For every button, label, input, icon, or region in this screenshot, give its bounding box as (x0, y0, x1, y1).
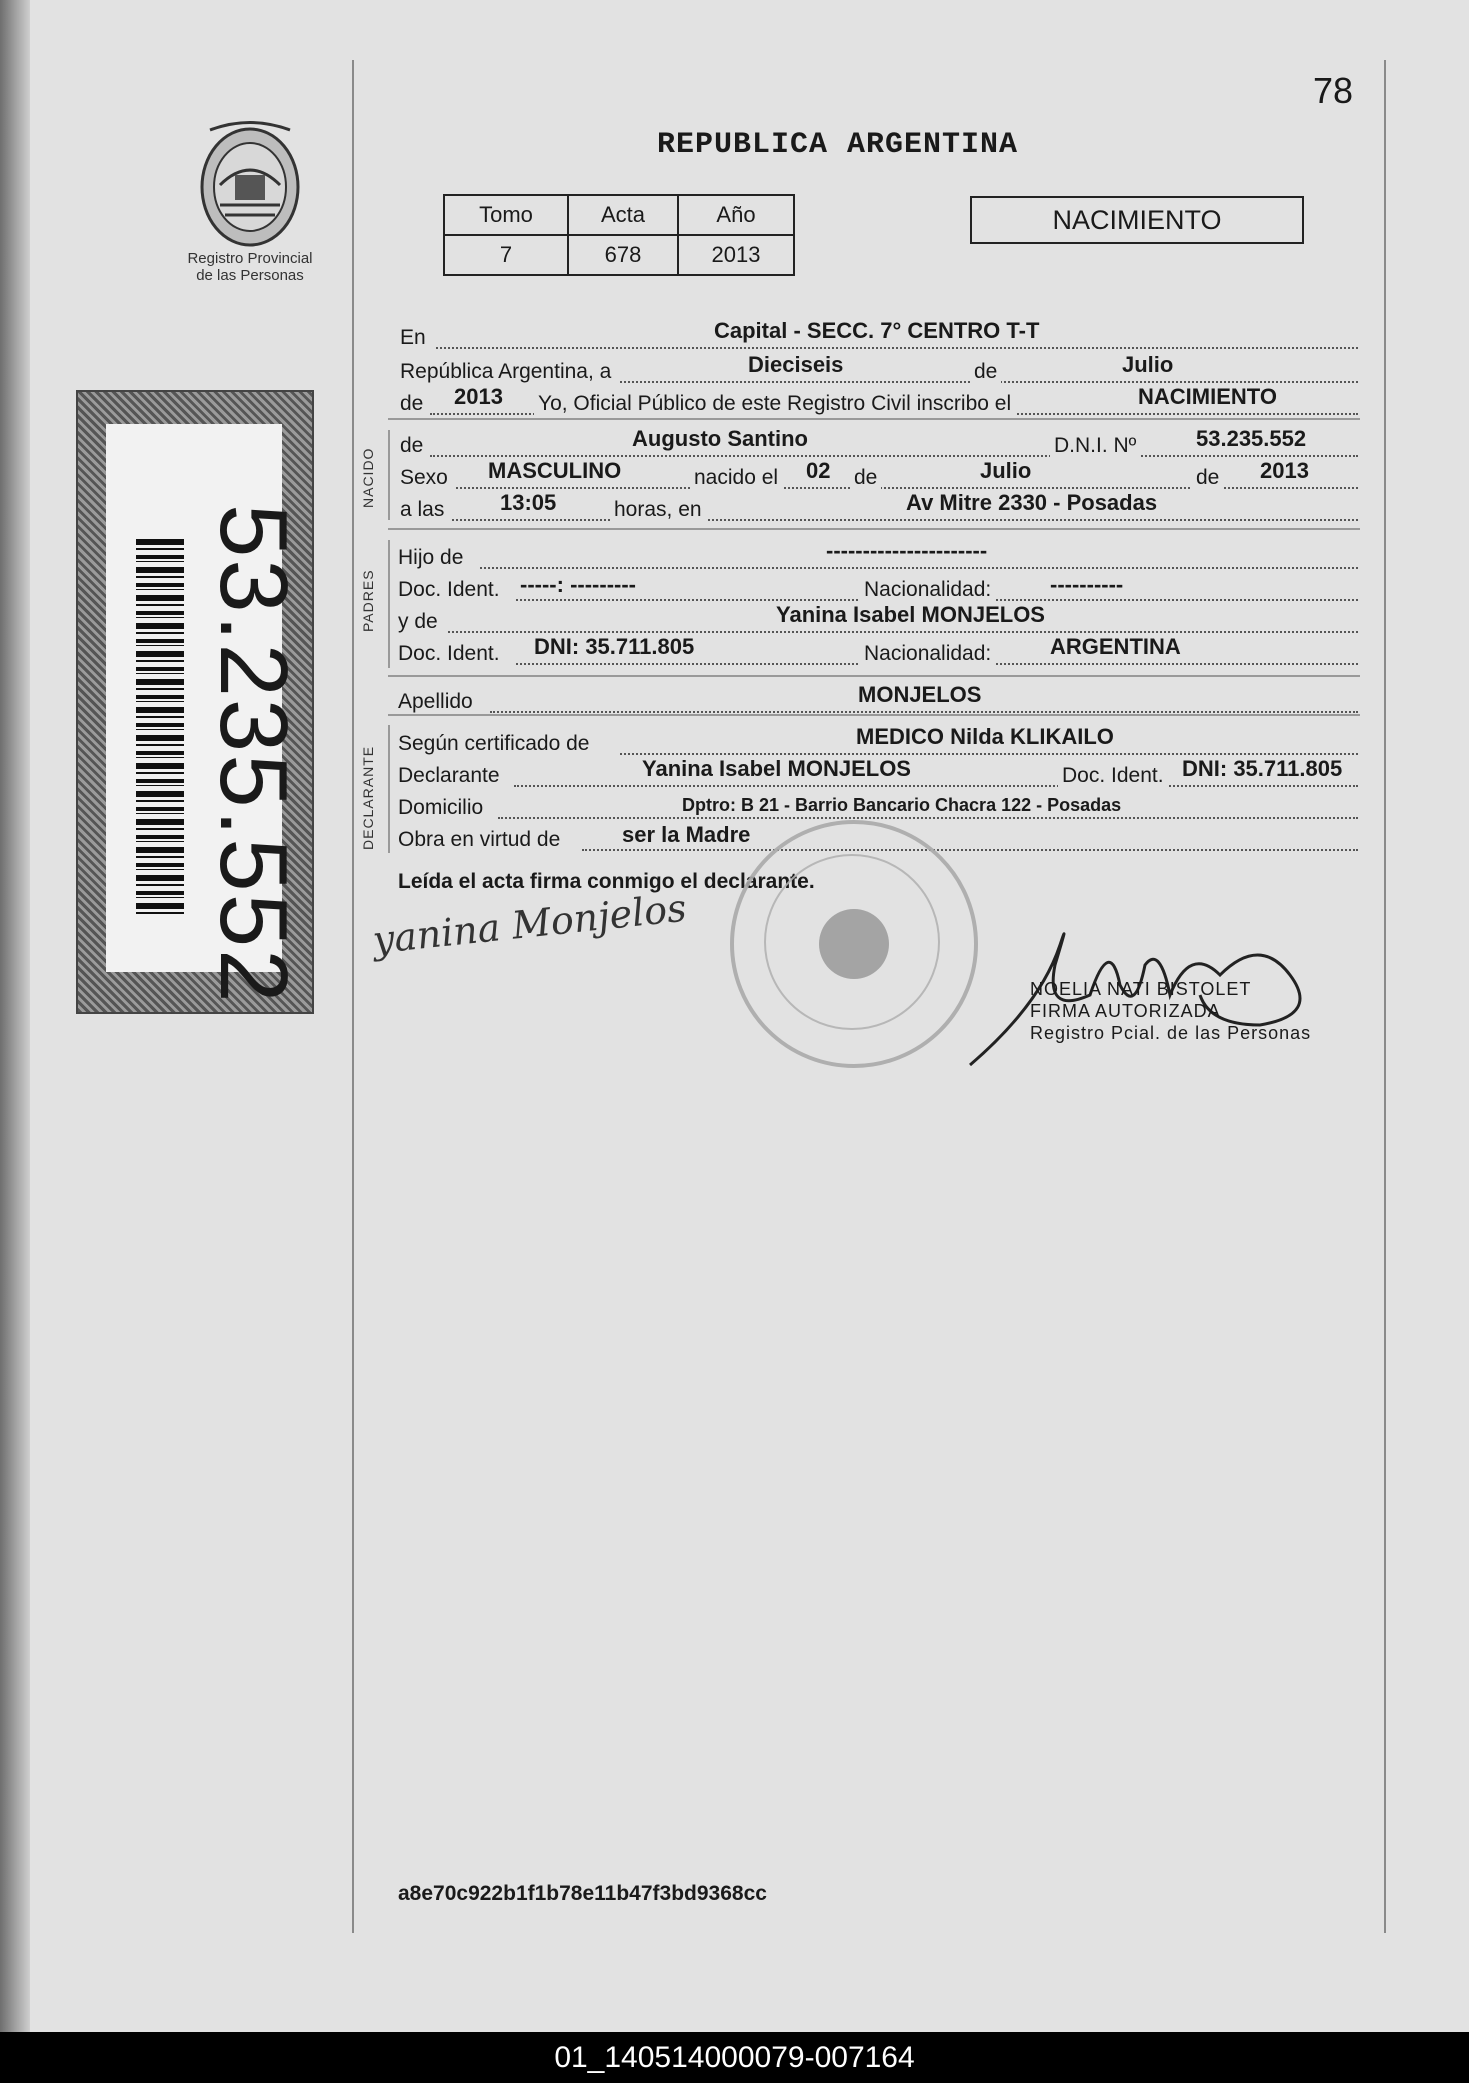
section-label-declarante: DECLARANTE (360, 745, 376, 850)
value-apellido: MONJELOS (858, 682, 982, 707)
value-hora: 13:05 (500, 490, 557, 515)
acta-value: 678 (568, 235, 678, 275)
label-nacionalidad: Nacionalidad: (860, 578, 995, 602)
label-dni: D.N.I. Nº (1050, 434, 1140, 458)
section-bracket (388, 430, 390, 520)
label-nacionalidad: Nacionalidad: (860, 642, 995, 666)
label-de: de (1192, 466, 1223, 490)
line-declarante (398, 758, 1358, 790)
value-madre: Yanina Isabel MONJELOS (776, 602, 1045, 627)
label-horas-en: horas, en (610, 498, 706, 522)
label-de2: de (400, 392, 424, 415)
line-domicilio (398, 790, 1358, 822)
anio-value: 2013 (678, 235, 794, 275)
value-mes: Julio (1122, 352, 1174, 377)
barcode-sticker-inner (106, 424, 307, 1005)
section-bracket (388, 725, 390, 853)
tomo-header: Tomo (444, 195, 568, 235)
document-heading: REPUBLICA ARGENTINA (657, 128, 1019, 162)
value-madre-nacionalidad: ARGENTINA (1050, 634, 1181, 659)
label-doc-ident: Doc. Ident. (398, 642, 500, 665)
provincial-seal-icon (190, 115, 310, 255)
scan-footer-id: 01_140514000079-007164 (0, 2032, 1469, 2083)
page-number: 78 (1313, 70, 1354, 111)
value-dia: 02 (806, 458, 831, 483)
value-padre-doc: -----: --------- (520, 572, 637, 597)
registry-name-line2: de las Personas (196, 267, 304, 284)
value-anio: 2013 (1260, 458, 1309, 483)
label-hijo-de: Hijo de (398, 546, 464, 569)
line-en (398, 320, 1358, 352)
official-office: Registro Pcial. de las Personas (1030, 1023, 1312, 1043)
section-rule (388, 418, 1360, 420)
label-y-de: y de (398, 610, 438, 633)
label-doc-ident: Doc. Ident. (398, 578, 500, 601)
barcode-number: 53.235.552 (200, 504, 307, 1005)
dotted-leader (582, 849, 1358, 851)
left-margin-rule (352, 60, 354, 1933)
value-en: Capital - SECC. 7° CENTRO T-T (714, 318, 1040, 343)
declarante-signature: yanina Monjelos (370, 885, 689, 963)
label-a-las: a las (400, 498, 445, 521)
official-name: NOELIA NATI BISTOLET (1030, 979, 1252, 999)
label-republica: República Argentina, a (400, 360, 612, 383)
value-dia: Dieciseis (748, 352, 844, 377)
tomo-value: 7 (444, 235, 568, 275)
dotted-leader (430, 455, 1358, 457)
label-de: de (400, 434, 424, 457)
value-sexo: MASCULINO (488, 458, 622, 483)
line-nacido-sexo (398, 460, 1358, 492)
line-certificado (398, 726, 1358, 758)
stamp-emblem-icon (819, 909, 889, 979)
registry-name (170, 250, 330, 284)
value-mes: Julio (980, 458, 1032, 483)
section-label-nacido: NACIDO (360, 447, 376, 508)
label-apellido: Apellido (398, 690, 473, 713)
value-madre-doc: DNI: 35.711.805 (534, 634, 695, 659)
dotted-leader (480, 567, 1358, 569)
value-anio: 2013 (454, 384, 503, 409)
anio-header: Año (678, 195, 794, 235)
section-label-padres: PADRES (360, 569, 376, 632)
line-nacido-hora (398, 492, 1358, 524)
value-padre: ---------------------- (826, 538, 988, 563)
dotted-leader (436, 347, 1358, 349)
section-rule (388, 528, 1360, 530)
label-domicilio: Domicilio (398, 796, 484, 819)
dotted-leader (514, 785, 1358, 787)
right-margin-rule (1384, 60, 1386, 1933)
label-nacido-el: nacido el (690, 466, 782, 490)
scan-shadow-edge (0, 0, 30, 2032)
label-en: En (400, 326, 426, 349)
dotted-leader (490, 711, 1358, 713)
barcode-sticker (76, 390, 314, 1014)
dotted-leader (620, 753, 1358, 755)
line-y-de (398, 604, 1358, 636)
line-apellido (398, 684, 1358, 716)
value-inscribo: NACIMIENTO (1138, 384, 1277, 409)
line-nacido-nombre (398, 428, 1358, 460)
value-declarante: Yanina Isabel MONJELOS (642, 756, 911, 781)
label-doc-ident: Doc. Ident. (1058, 764, 1168, 788)
value-nombre: Augusto Santino (632, 426, 808, 451)
dotted-leader (452, 519, 1358, 521)
closing-statement: Leída el acta firma conmigo el declarante. (398, 870, 815, 893)
barcode-bars (136, 539, 184, 919)
value-dni: 53.235.552 (1196, 426, 1307, 451)
label-obra: Obra en virtud de (398, 828, 561, 851)
label-de: de (970, 360, 1001, 384)
value-padre-nacionalidad: ---------- (1050, 572, 1124, 597)
acta-table (443, 194, 795, 276)
value-declarante-doc: DNI: 35.711.805 (1182, 756, 1343, 781)
official-stamp (730, 820, 978, 1068)
line-republica (398, 354, 1358, 386)
section-rule (388, 675, 1360, 677)
line-hijo-de (398, 540, 1358, 572)
official-title: FIRMA AUTORIZADA (1030, 1001, 1221, 1021)
value-lugar: Av Mitre 2330 - Posadas (906, 490, 1158, 515)
dotted-leader (448, 631, 1358, 633)
value-certificado: MEDICO Nilda KLIKAILO (856, 724, 1114, 749)
label-certificado: Según certificado de (398, 732, 590, 755)
label-declarante: Declarante (398, 764, 500, 787)
line-padre-doc (398, 572, 1358, 604)
official-signature-block (1030, 978, 1311, 1044)
document-hash: a8e70c922b1f1b78e11b47f3bd9368cc (398, 1882, 767, 1905)
line-inscribo (398, 386, 1358, 418)
document-type-box: NACIMIENTO (970, 196, 1304, 244)
acta-header: Acta (568, 195, 678, 235)
line-madre-doc (398, 636, 1358, 668)
label-sexo: Sexo (400, 466, 448, 489)
value-domicilio: Dptro: B 21 - Barrio Bancario Chacra 122 - Posadas (682, 795, 1122, 815)
label-de: de (850, 466, 881, 490)
label-yo: Yo, Oficial Público de este Registro Civil inscribo el (534, 392, 1015, 416)
registry-name-line1: Registro Provincial (187, 250, 313, 267)
dotted-leader (498, 817, 1358, 819)
section-bracket (388, 540, 390, 668)
value-obra: ser la Madre (622, 822, 751, 847)
